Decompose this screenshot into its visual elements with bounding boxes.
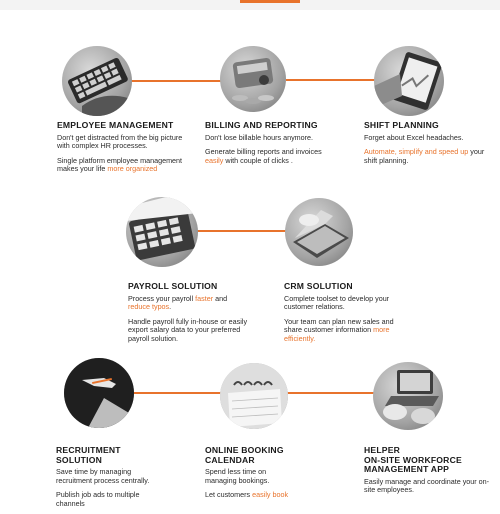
accent-text: more efficiently.: [284, 325, 390, 343]
keyboard-icon: [62, 46, 132, 116]
accent-text: easily book: [252, 490, 289, 500]
feature-description: Your team can plan new sales and share customer information more efficiently.: [284, 316, 394, 343]
feature-description: Generate billing reports and invoices easily with couple of clicks .: [205, 147, 322, 165]
feature-crm-solution: [284, 282, 394, 349]
feature-title: BILLING AND REPORTING: [205, 120, 318, 130]
feature-employee-management: [57, 121, 187, 180]
feature-online-booking-calendar: [205, 446, 295, 506]
feature-description: Don't get distracted from the big picture with complex HR processes.: [57, 132, 183, 151]
connector-line-5: [287, 392, 375, 394]
feature-helper-app: [364, 446, 494, 501]
feature-description: Spend less time on managing bookings.: [205, 467, 270, 485]
feature-description: Handle payroll fully in-house or easily export salary data to your preferred payroll solution.: [128, 316, 248, 343]
feature-title: SHIFT PLANNING: [364, 120, 439, 130]
accent-text: reduce typos: [128, 302, 170, 312]
feature-description: Automate, simplify and speed up your shift planning.: [364, 147, 485, 165]
feature-billing-reporting: [205, 121, 330, 171]
feature-description: Let customers easily book: [205, 490, 289, 500]
feature-description: Single platform employee management makes your life more organized: [57, 155, 183, 174]
calculator-icon: [220, 46, 286, 112]
feature-description: Process your payroll faster and reduce typos.: [128, 293, 228, 312]
laptop-typing-icon: [373, 362, 443, 430]
tablet-icon: [374, 46, 444, 116]
feature-title: PAYROLL SOLUTION: [128, 281, 218, 291]
feature-description: Don't lose billable hours anymore.: [205, 132, 314, 142]
accent-text: easily: [205, 155, 224, 165]
feature-shift-planning: [364, 121, 489, 171]
connector-line-3: [197, 230, 287, 232]
calculator-keys-icon: [126, 197, 198, 267]
feature-title: CRM SOLUTION: [284, 281, 353, 291]
accent-text: Automate, simplify and speed up: [364, 147, 469, 157]
feature-recruitment-solution: [56, 446, 168, 514]
handshake-icon: [64, 358, 134, 428]
top-accent-line: [240, 0, 300, 3]
connector-line-2: [286, 79, 376, 81]
feature-title: EMPLOYEE MANAGEMENT: [57, 120, 174, 130]
feature-description: Forget about Excel headaches.: [364, 132, 464, 142]
feature-title: RECRUITMENT SOLUTION: [56, 445, 121, 465]
calendar-icon: [220, 363, 288, 429]
accent-text: more organized: [107, 164, 158, 174]
feature-title: HELPER ON-SITE WORKFORCE MANAGEMENT APP: [364, 445, 462, 474]
feature-description: Publish job ads to multiple channels: [56, 490, 140, 508]
connector-line-4: [133, 392, 223, 394]
connector-line-1: [128, 80, 222, 82]
feature-description: Complete toolset to develop your customer relations.: [284, 293, 390, 312]
accent-text: faster: [195, 293, 214, 303]
feature-description: Save time by managing recruitment process centrally.: [56, 467, 150, 485]
feature-description: Easily manage and coordinate your on-site employees.: [364, 476, 490, 495]
feature-title: ONLINE BOOKING CALENDAR: [205, 445, 284, 465]
laptop-icon: [285, 198, 353, 266]
feature-payroll-solution: [128, 282, 250, 349]
